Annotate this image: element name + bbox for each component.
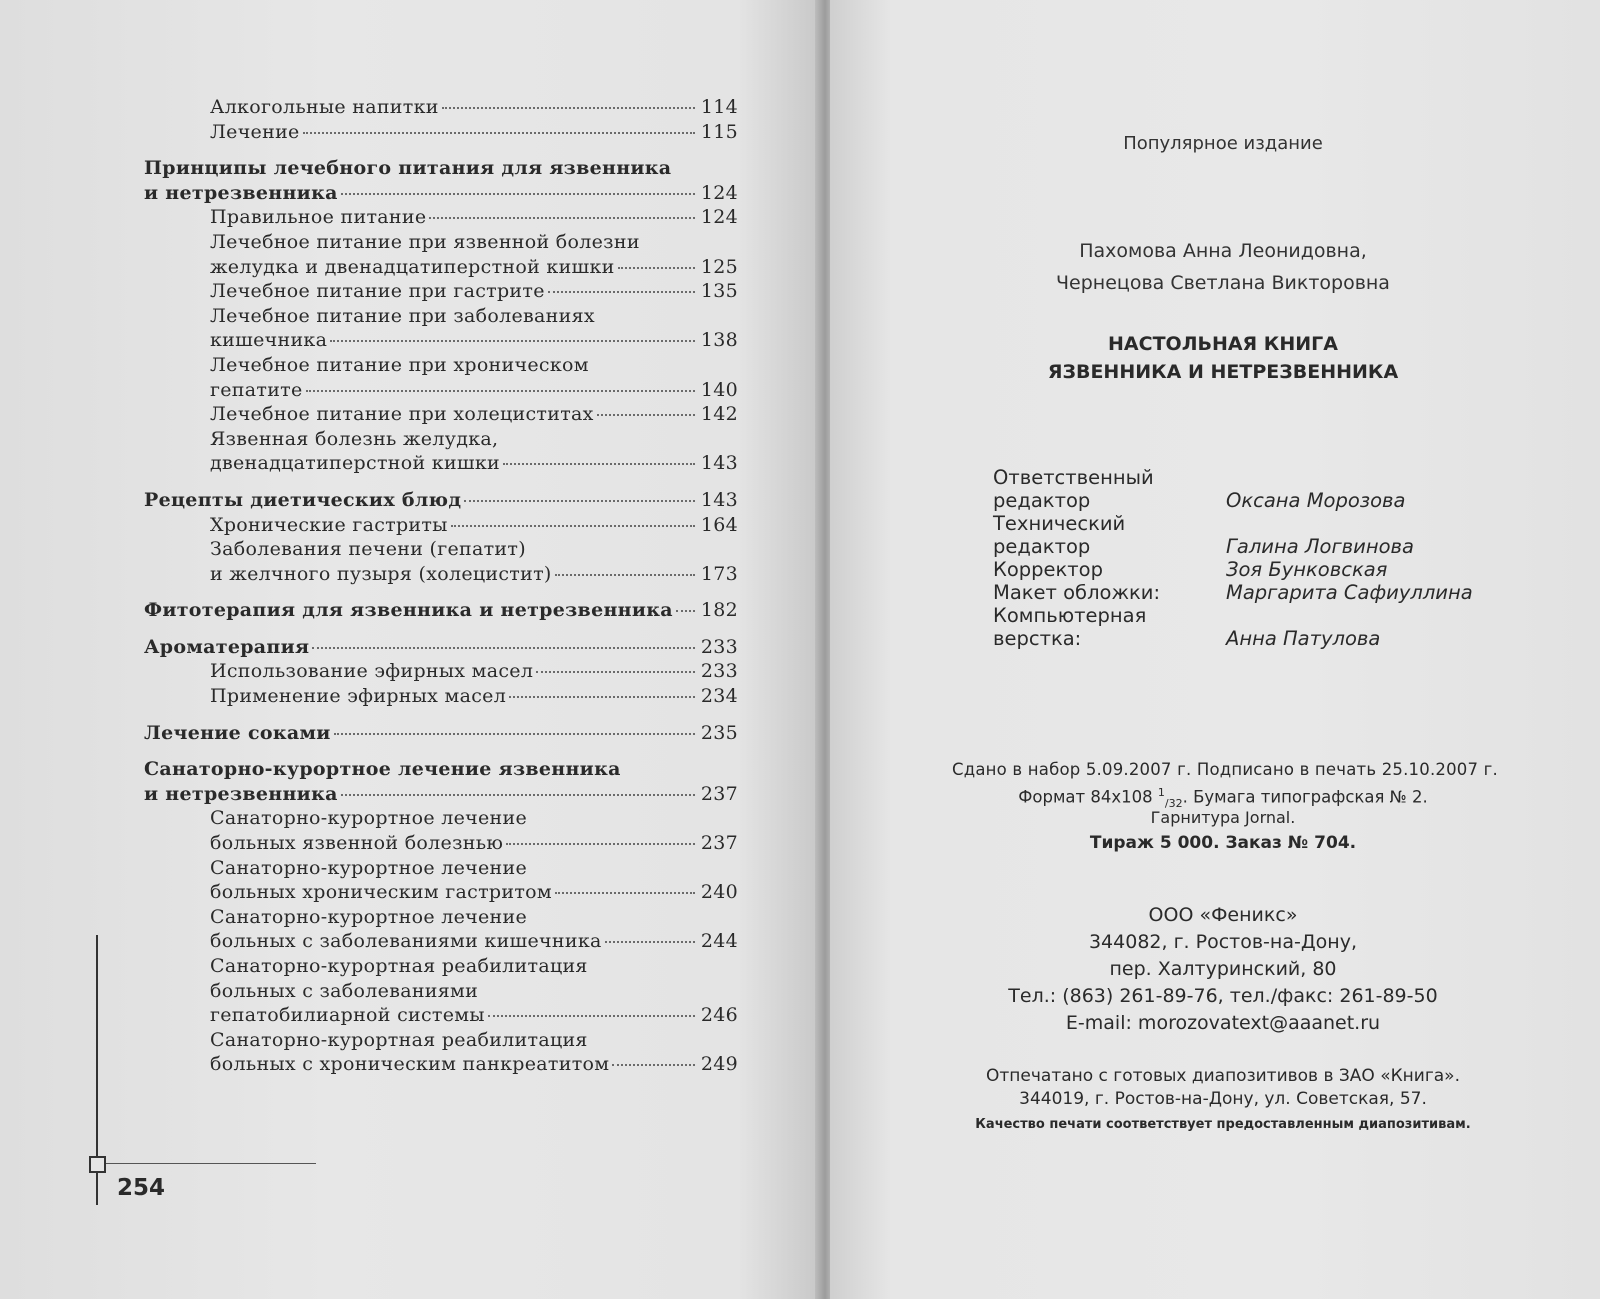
toc-entry-line: [144, 328, 738, 353]
credit-person: Галина Логвинова: [1226, 535, 1414, 558]
toc-entry-text: Ароматерапия: [144, 635, 310, 658]
toc-entry-text: Санаторно-курортная реабилитация: [210, 1028, 588, 1051]
toc-entry-text: Лечение соками: [144, 721, 331, 744]
toc-entry-text: Лечебное питание при хроническом: [210, 353, 589, 376]
format-prefix: Формат 84x108: [1018, 787, 1158, 807]
toc-entry-line: [144, 831, 738, 856]
toc-entry-line: [144, 205, 738, 230]
toc-heading-line: [144, 721, 738, 746]
credit-role: Макет обложки:: [993, 581, 1161, 604]
toc-section: [144, 156, 738, 476]
dot-leader: [612, 1064, 695, 1066]
credit-person: Оксана Морозова: [1226, 489, 1406, 512]
toc-entry-text: двенадцатиперстной кишки: [210, 452, 501, 475]
dot-leader: [306, 390, 695, 392]
toc-page-number: 114: [700, 96, 738, 118]
toc-page-number: 233: [700, 660, 738, 683]
toc-entry-text: Лечебное питание при заболеваниях: [210, 304, 595, 327]
toc-entry-text: Санаторно-курортная реабилитация: [210, 955, 588, 977]
toc-entry-line: [144, 880, 738, 905]
credit-row: [993, 581, 1543, 604]
toc-page-number: 237: [700, 782, 738, 805]
toc-page-number: 237: [700, 832, 738, 855]
format-suffix: . Бумага типографская № 2.: [1182, 787, 1428, 807]
toc-entry-line: [144, 1028, 738, 1053]
toc-entry-line: [144, 513, 738, 538]
toc-entry-text: Заболевания печени (гепатит): [210, 538, 526, 561]
print-typeface: Гарнитура Jornal.: [1150, 808, 1296, 827]
printer-line-2: 344019, г. Ростов-на-Дону, ул. Советская, 57.: [1019, 1089, 1427, 1109]
toc-heading-line: [144, 757, 738, 782]
toc-entry-text: больных с хроническим панкреатитом: [210, 1053, 610, 1076]
dot-leader: [555, 574, 695, 576]
toc-page-number: 244: [700, 930, 738, 953]
toc-entry-text: Язвенная болезнь желудка,: [210, 427, 499, 450]
edition-type: Популярное издание: [1123, 133, 1323, 154]
toc-entry-line: [144, 856, 738, 881]
dot-leader: [536, 671, 695, 673]
toc-page-number: 240: [700, 881, 738, 904]
toc-page-number: 233: [700, 635, 738, 658]
dot-leader: [341, 794, 695, 796]
toc-heading-line: [144, 488, 738, 513]
dot-leader: [555, 892, 695, 894]
book-title-line-2: ЯЗВЕННИКА И НЕТРЕЗВЕННИКА: [1047, 361, 1399, 383]
dot-leader: [509, 696, 695, 698]
dot-leader: [618, 267, 695, 269]
author-line-1: Пахомова Анна Леонидовна,: [1079, 240, 1367, 262]
dot-leader: [303, 132, 695, 134]
toc-entry-text: Лечебное питание при гастрите: [210, 280, 545, 303]
toc-heading-line: [144, 598, 738, 623]
toc-page-number: 138: [700, 329, 738, 352]
dot-leader: [341, 193, 695, 195]
toc-entry-text: Лечебное питание при холециститах: [210, 403, 594, 426]
toc-entry-line: [144, 684, 738, 709]
toc-page-number: 140: [700, 378, 738, 401]
toc-entry-line: [144, 353, 738, 378]
toc-entry-text: больных хроническим гастритом: [210, 881, 552, 904]
toc-entry-text: и желчного пузыря (холецистит): [210, 562, 552, 585]
toc-page-number: 124: [700, 181, 738, 204]
dot-leader: [503, 463, 695, 465]
toc-page-number: 143: [700, 452, 738, 475]
toc-heading-line: [144, 181, 738, 206]
toc-entry-text: и нетрезвенника: [144, 181, 338, 204]
dot-leader: [676, 610, 695, 612]
print-dates: Сдано в набор 5.09.2007 г. Подписано в печать 25.10.2007 г.: [952, 760, 1498, 779]
toc-entry-line: [144, 806, 738, 831]
book-title-line-1: НАСТОЛЬНАЯ КНИГА: [1108, 333, 1338, 355]
toc-entry-text: гепатобилиарной системы: [210, 1004, 485, 1027]
toc-entry-text: Правильное питание: [210, 206, 427, 229]
toc-entry-text: Лечение: [210, 120, 300, 143]
toc-entry-line: [144, 1052, 738, 1077]
printer-line-1: Отпечатано с готовых диапозитивов в ЗАО «Книга».: [986, 1066, 1460, 1086]
dot-leader: [506, 843, 695, 845]
toc-page-number: 246: [700, 1004, 738, 1027]
toc-page-number: 173: [700, 562, 738, 585]
toc-section: [144, 95, 738, 144]
toc-entry-line: [144, 402, 738, 427]
toc-entry-text: Алкогольные напитки: [210, 96, 439, 118]
toc-entry-text: Санаторно-курортное лечение: [210, 856, 527, 879]
toc-heading-line: [144, 635, 738, 660]
toc-page-number: 234: [700, 685, 738, 708]
toc-page-number: 143: [700, 488, 738, 511]
credit-row: [993, 512, 1543, 558]
format-numerator: 1: [1157, 786, 1165, 799]
toc-entry-line: [144, 255, 738, 280]
toc-entry-line: [144, 120, 738, 145]
print-quality-note: Качество печати соответствует предоставленным диапозитивам.: [975, 1117, 1471, 1132]
credit-role: Корректор: [993, 558, 1103, 581]
toc-page-number: 135: [700, 280, 738, 303]
toc-entry-line: [144, 304, 738, 329]
toc-section: [144, 488, 738, 586]
dot-leader: [488, 1015, 695, 1017]
toc-entry-text: больных с заболеваниями кишечника: [210, 930, 602, 953]
toc-entry-line: [144, 95, 738, 120]
dot-leader: [605, 941, 695, 943]
toc-entry-text: Рецепты диетических блюд: [144, 488, 462, 511]
toc-page-number: 115: [700, 120, 738, 143]
dot-leader: [451, 525, 695, 527]
toc-entry-line: [144, 1003, 738, 1028]
publisher-phone: Тел.: (863) 261-89-76, тел./факс: 261-89-50: [1008, 985, 1438, 1007]
toc-entry-text: и нетрезвенника: [144, 782, 338, 805]
toc-entry-line: [144, 451, 738, 476]
toc-section: [144, 598, 738, 623]
toc-entry-text: Применение эфирных масел: [210, 685, 507, 708]
dot-leader: [597, 414, 695, 416]
toc-entry-line: [144, 279, 738, 304]
publisher-email: E-mail: morozovatext@aaanet.ru: [1065, 1012, 1381, 1034]
dot-leader: [429, 217, 695, 219]
print-format: [873, 786, 1573, 810]
credit-row: [993, 604, 1543, 650]
credit-row: [993, 466, 1543, 512]
toc-page-number: 142: [700, 403, 738, 426]
credit-role: Технический редактор: [993, 512, 1126, 558]
dot-leader: [464, 500, 695, 502]
toc-heading-line: [144, 782, 738, 807]
page-number: 254: [117, 1175, 166, 1201]
toc-entry-text: Санаторно-курортное лечение: [210, 905, 527, 928]
publisher-address-2: пер. Халтуринский, 80: [1109, 958, 1337, 980]
format-denominator: /32: [1164, 796, 1183, 810]
dot-leader: [330, 340, 695, 342]
toc-page-number: 125: [700, 255, 738, 278]
toc-entry-line: [144, 929, 738, 954]
publisher-name: ООО «Феникс»: [1148, 904, 1298, 926]
credit-role: Компьютерная верстка:: [993, 604, 1147, 650]
toc-entry-text: больных язвенной болезнью: [210, 832, 504, 855]
author-line-2: Чернецова Светлана Викторовна: [1056, 272, 1390, 294]
toc-heading-line: [144, 156, 738, 181]
toc-entry-text: Использование эфирных масел: [210, 660, 534, 683]
toc-entry-line: [144, 537, 738, 562]
toc-page-number: 164: [700, 513, 738, 536]
toc-entry-line: [144, 427, 738, 452]
toc-entry-line: [144, 659, 738, 684]
corner-mark-box: [89, 1156, 106, 1173]
toc-entry-text: больных с заболеваниями: [210, 979, 479, 1002]
toc-entry-line: [144, 979, 738, 1004]
toc-section: [144, 757, 738, 1077]
toc-page-number: 235: [700, 721, 738, 744]
toc-entry-text: Хронические гастриты: [210, 513, 448, 536]
credit-row: [993, 558, 1543, 581]
toc-entry-text: гепатите: [210, 378, 303, 401]
publisher-address-1: 344082, г. Ростов-на-Дону,: [1088, 931, 1358, 953]
credits-list: [993, 466, 1543, 650]
dot-leader: [548, 291, 695, 293]
toc-entry-text: Санаторно-курортное лечение: [210, 807, 527, 830]
toc-section: [144, 635, 738, 709]
toc-page-number: 124: [700, 206, 738, 229]
credit-person: Маргарита Сафиуллина: [1226, 581, 1473, 604]
credit-role: Ответственный редактор: [993, 466, 1154, 512]
toc-page-number: 249: [700, 1053, 738, 1076]
table-of-contents: [144, 95, 738, 1077]
toc-section: [144, 721, 738, 746]
toc-entry-text: Фитотерапия для язвенника и нетрезвенника: [144, 599, 673, 622]
dot-leader: [334, 733, 695, 735]
dot-leader: [312, 647, 695, 649]
toc-entry-text: Принципы лечебного питания для язвенника: [144, 157, 672, 180]
toc-entry-line: [144, 562, 738, 587]
toc-entry-text: Лечебное питание при язвенной болезни: [210, 230, 640, 253]
toc-entry-line: [144, 905, 738, 930]
toc-entry-line: [144, 230, 738, 255]
toc-entry-line: [144, 378, 738, 403]
credit-person: Зоя Бунковская: [1226, 558, 1388, 581]
corner-mark-horizontal: [96, 1163, 316, 1164]
toc-entry-text: кишечника: [210, 329, 328, 352]
dot-leader: [442, 107, 695, 109]
toc-entry-line: [144, 954, 738, 979]
credit-person: Анна Патулова: [1226, 627, 1381, 650]
toc-entry-text: Санаторно-курортное лечение язвенника: [144, 758, 621, 781]
toc-entry-text: желудка и двенадцатиперстной кишки: [210, 255, 615, 278]
print-run: Тираж 5 000. Заказ № 704.: [1089, 833, 1357, 853]
toc-page-number: 182: [700, 599, 738, 622]
